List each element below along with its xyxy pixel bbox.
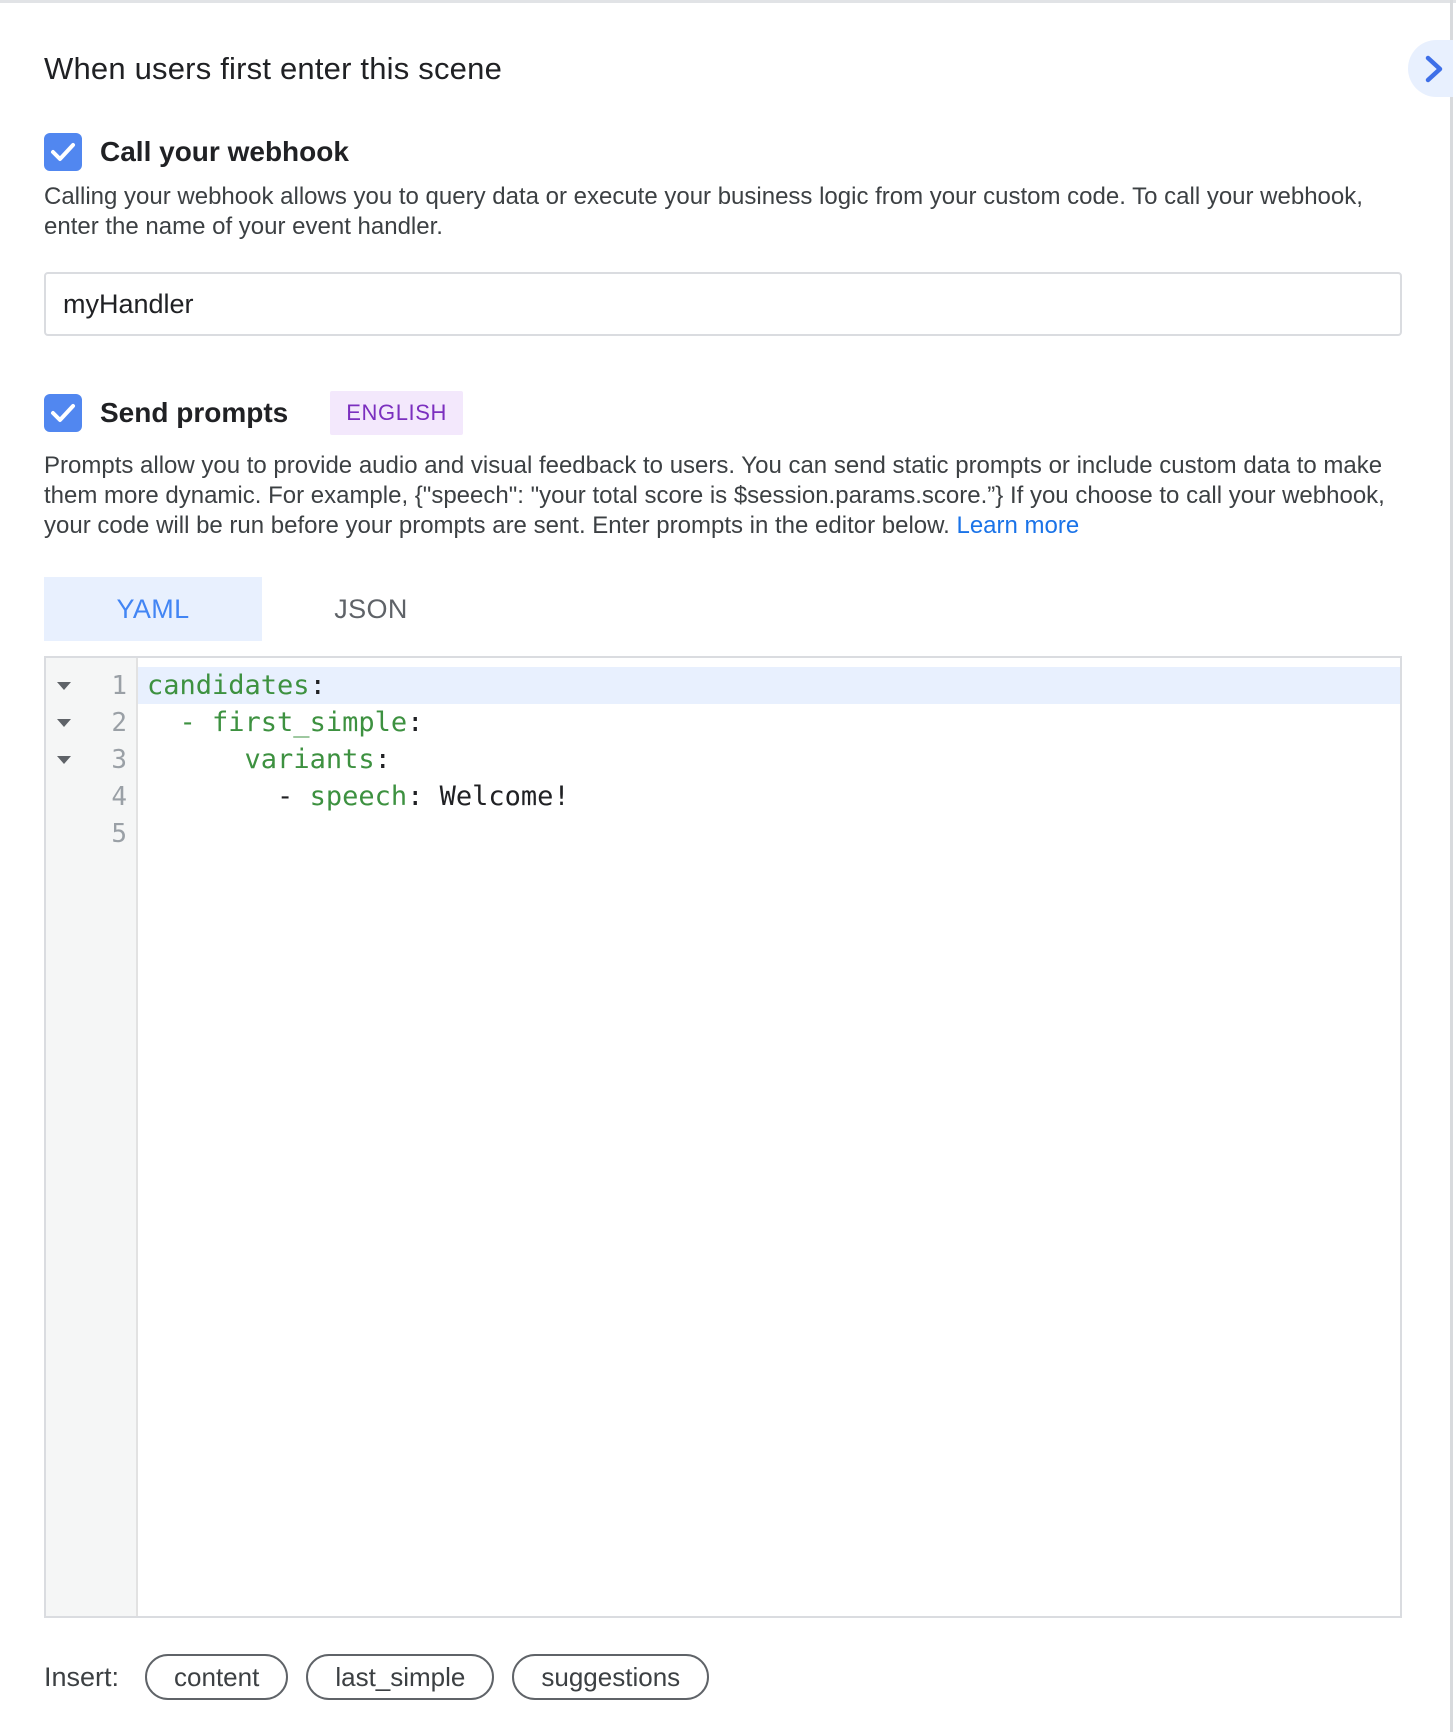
line-number: 2 [111,707,127,738]
code-line[interactable] [138,778,1400,815]
learn-more-link[interactable]: Learn more [956,512,1080,539]
fold-arrow-icon[interactable] [46,682,82,690]
send-prompts-checkbox[interactable] [44,394,82,432]
code-token: : [407,781,440,812]
fold-arrow-icon[interactable] [46,719,82,727]
prompts-description [44,451,1402,541]
code-token: Welcome! [439,781,570,812]
code-token [147,744,245,775]
top-border [0,0,1456,3]
description-line: your code will be run before your prompts are sent. Enter prompts in the editor below. Learn more [44,512,1080,539]
code-token: speech [309,781,408,812]
line-number: 5 [111,818,127,849]
checkmark-icon [50,402,76,424]
line-number: 4 [111,781,127,812]
tab-yaml[interactable]: YAML [44,577,262,641]
code-line[interactable] [138,667,1400,704]
code-line[interactable] [138,704,1400,741]
language-badge: ENGLISH [330,391,463,435]
code-editor [44,656,1402,1618]
code-token: - [179,707,213,738]
code-token: : [374,744,391,775]
insert-content-button[interactable]: content [145,1654,288,1700]
code-line[interactable] [138,815,1400,852]
panel-right-border [1450,0,1453,1732]
gutter-row [46,667,136,704]
chevron-right-icon [1423,54,1445,84]
code-token: : [309,670,326,701]
code-token: - [147,781,310,812]
insert-last_simple-button[interactable]: last_simple [306,1654,494,1700]
editor-gutter [46,658,138,1616]
prompts-section-header [44,393,1402,433]
fold-arrow-icon[interactable] [46,756,82,764]
tab-json[interactable]: JSON [334,593,408,624]
page-title: When users first enter this scene [44,51,503,86]
checkmark-icon [50,141,76,163]
line-number: 3 [111,744,127,775]
gutter-row [46,815,136,852]
description-line: Prompts allow you to provide audio and visual feedback to users. You can send static prompts or include custom data to make [44,452,1383,479]
editor-tabs [44,577,1402,641]
description-line: them more dynamic. For example, {"speech": "your total score is $session.params.score.”} If you choose to call your webhook, [44,482,1385,509]
call-webhook-label: Call your webhook [100,136,349,167]
line-number: 1 [111,670,127,701]
gutter-row [46,704,136,741]
description-line: Calling your webhook allows you to query data or execute your business logic from your custom code. To call your webhook, [44,183,1363,210]
insert-label: Insert: [44,1661,120,1692]
description-line: enter the name of your event handler. [44,213,443,240]
code-token: candidates [147,670,310,701]
event-handler-input[interactable] [44,272,1402,336]
insert-toolbar [44,1654,1402,1700]
call-webhook-checkbox[interactable] [44,133,82,171]
code-token: variants [244,744,375,775]
code-token: : [407,707,424,738]
code-token: first_simple [212,707,408,738]
code-line[interactable] [138,741,1400,778]
send-prompts-label: Send prompts [100,397,289,428]
insert-suggestions-button[interactable]: suggestions [512,1654,709,1700]
editor-code-area[interactable] [138,658,1400,1616]
code-token [147,707,180,738]
webhook-section-header [44,132,1402,172]
gutter-row [46,741,136,778]
webhook-description [44,182,1402,242]
gutter-row [46,778,136,815]
